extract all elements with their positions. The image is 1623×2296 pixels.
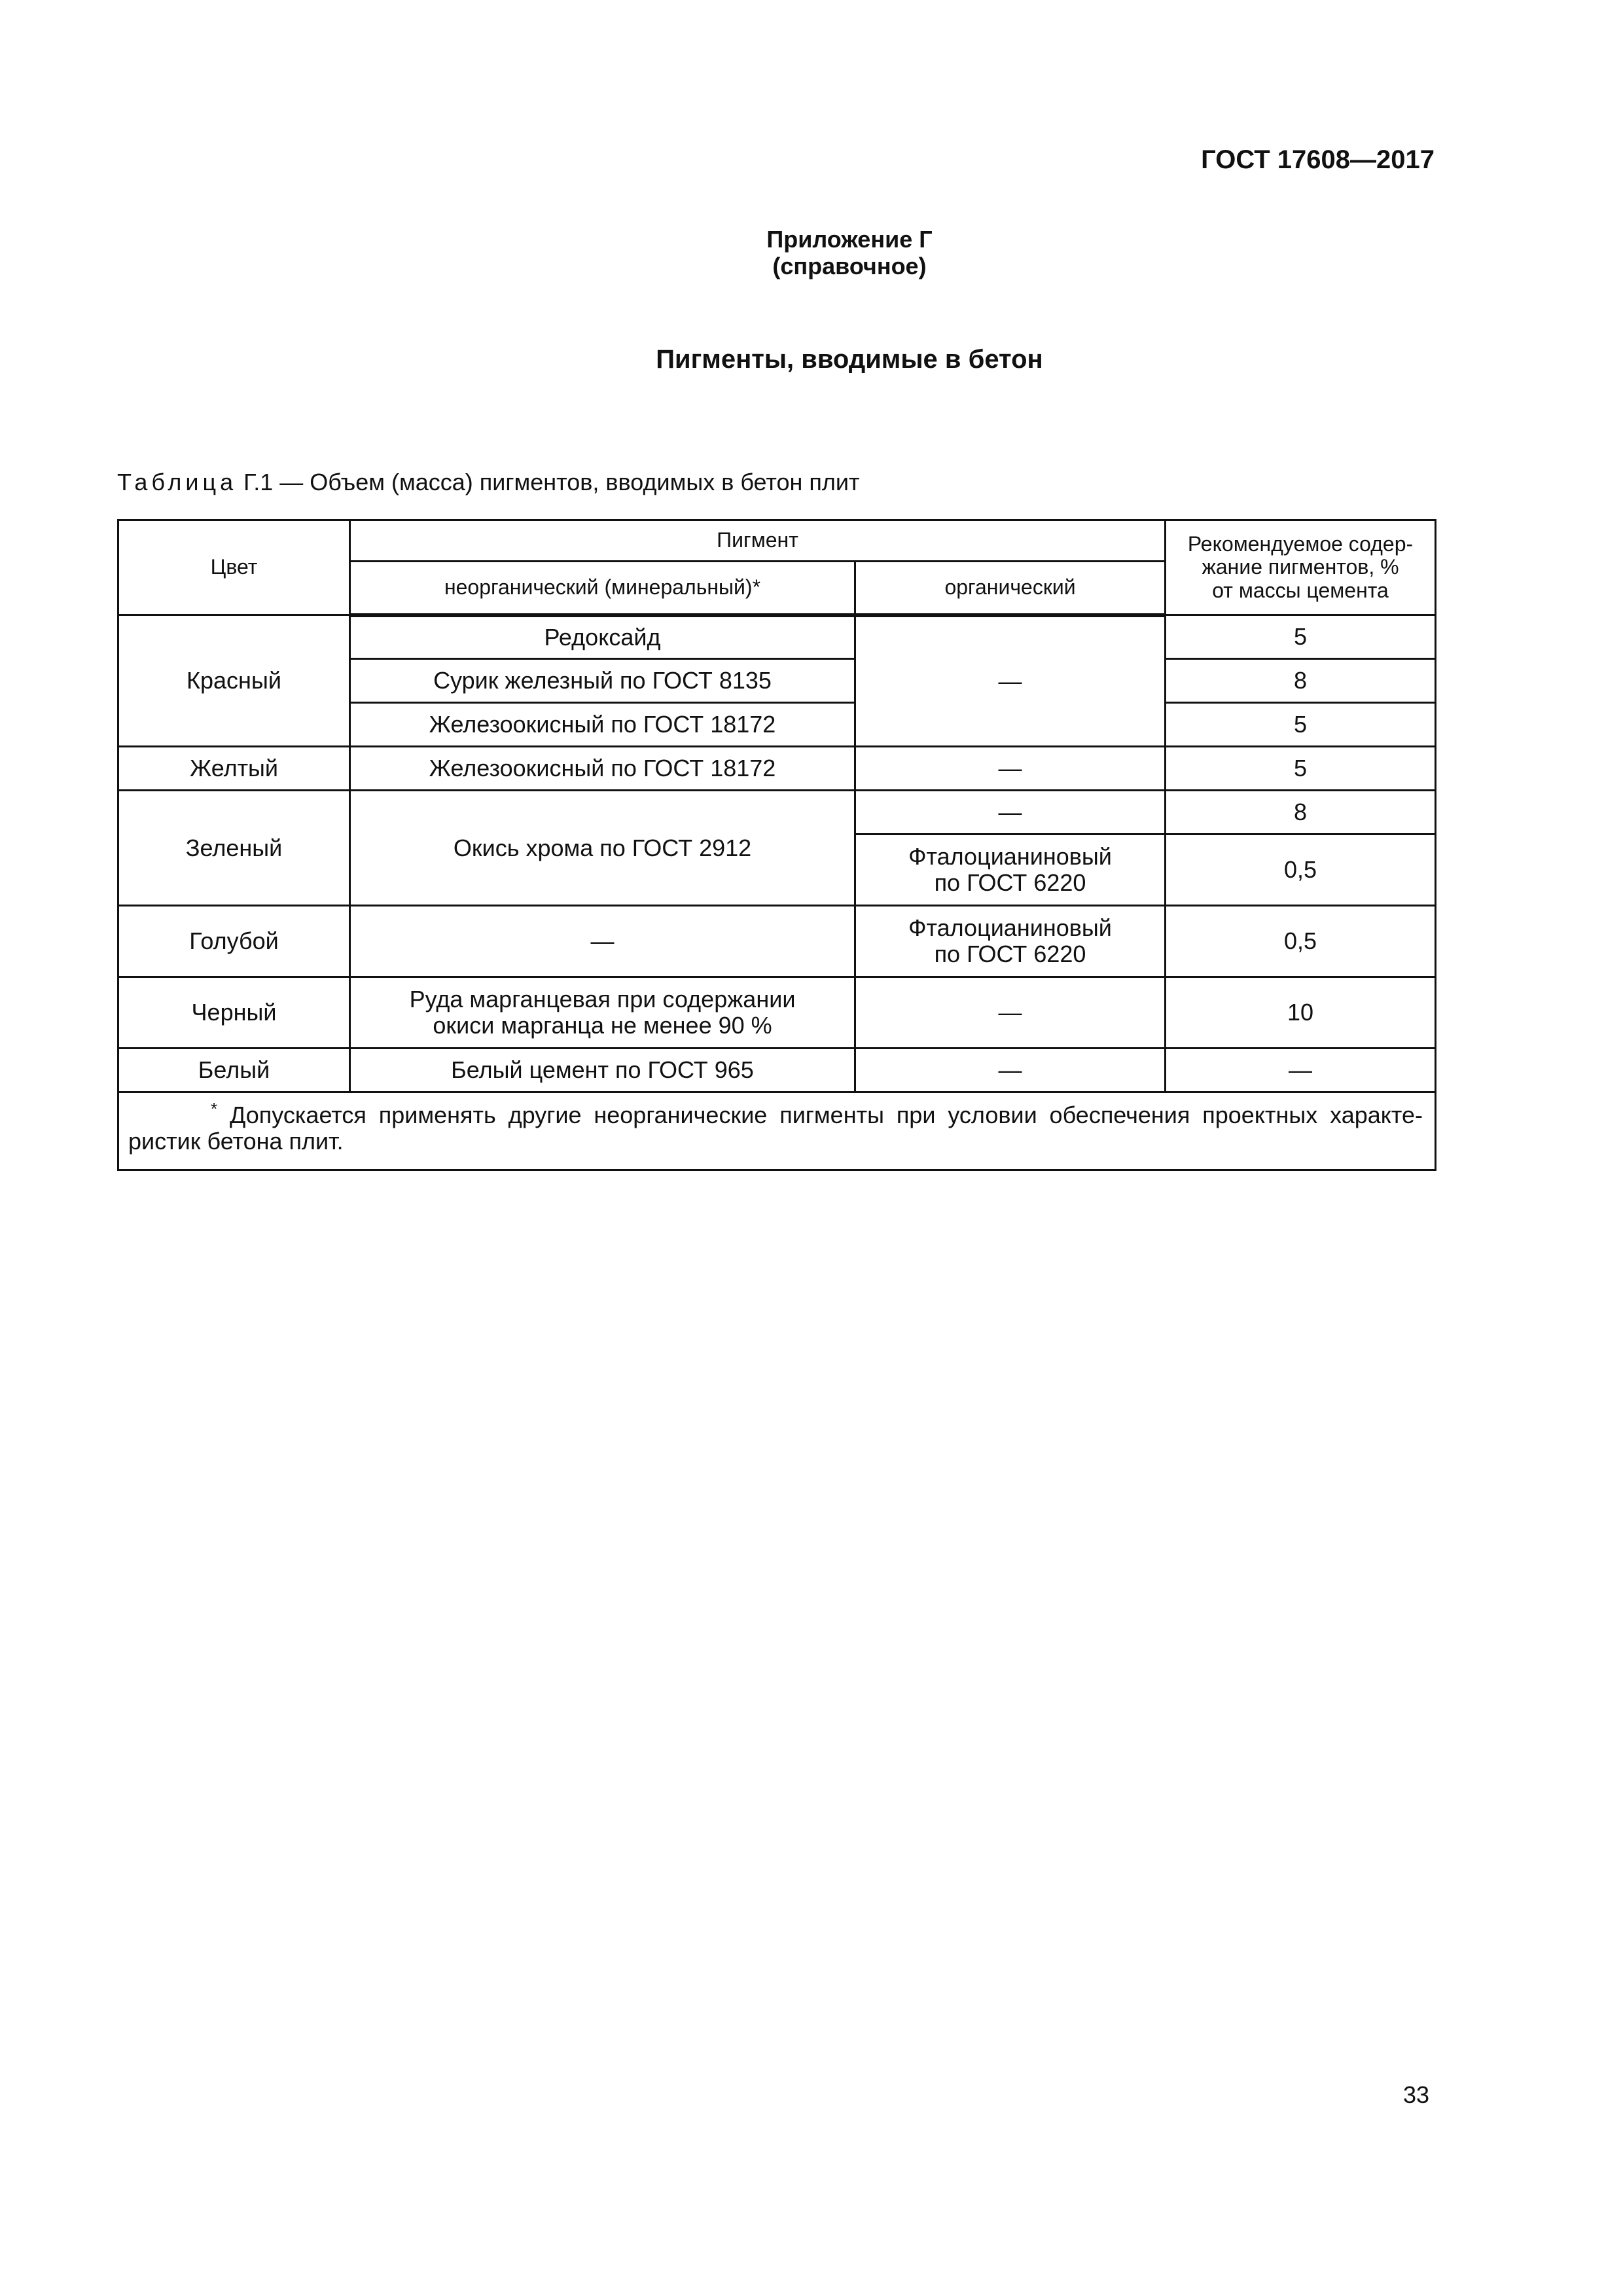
cell-content: 5 <box>1166 615 1436 659</box>
cell-organic: — <box>855 977 1166 1049</box>
footnote-mark: * <box>211 1099 218 1119</box>
cell-organic <box>855 906 1166 977</box>
cell-content: 5 <box>1166 747 1436 791</box>
header-inorganic: неорганический (минеральный)* <box>350 562 855 615</box>
cell-inorganic: Окись хрома по ГОСТ 2912 <box>350 791 855 906</box>
header-recommended-line-1: Рекомендуемое содер- <box>1187 532 1414 556</box>
table-caption-text: Г.1 — Объем (масса) пигментов, вводимых в бетон плит <box>237 469 860 495</box>
organic-line-1: Фталоцианиновый <box>908 843 1112 870</box>
cell-color: Красный <box>118 615 350 747</box>
table-row <box>118 977 1436 1049</box>
cell-organic: — <box>855 615 1166 747</box>
inorganic-line-1: Руда марганцевая при содержании <box>409 986 796 1013</box>
page-title-text: Пигменты, вводимые в бетон <box>656 345 1043 374</box>
header-recommended-line-2: жание пигментов, % <box>1202 555 1399 579</box>
cell-content: — <box>1166 1049 1436 1092</box>
cell-color: Зеленый <box>118 791 350 906</box>
cell-organic <box>855 834 1166 906</box>
header-pigment: Пигмент <box>350 520 1166 562</box>
cell-content: 0,5 <box>1166 834 1436 906</box>
document-number: ГОСТ 17608—2017 <box>1201 145 1435 174</box>
organic-line-2: по ГОСТ 6220 <box>934 941 1086 967</box>
pigments-table <box>117 519 1436 1171</box>
cell-organic: — <box>855 1049 1166 1092</box>
cell-inorganic: Железоокисный по ГОСТ 18172 <box>350 747 855 791</box>
cell-content: 10 <box>1166 977 1436 1049</box>
appendix-heading <box>0 226 1623 280</box>
cell-content: 8 <box>1166 791 1436 834</box>
footnote-text: Допускается применять другие неорганические пигменты при условии обеспечения проектных характе-ристик бетона плит. <box>128 1102 1423 1155</box>
cell-organic: — <box>855 791 1166 834</box>
header-recommended-line-3: от массы цемента <box>1212 578 1389 602</box>
table-header-row <box>118 520 1436 562</box>
cell-color: Голубой <box>118 906 350 977</box>
cell-content: 5 <box>1166 703 1436 747</box>
header-color: Цвет <box>118 520 350 615</box>
cell-color: Черный <box>118 977 350 1049</box>
appendix-title: Приложение Г <box>766 226 933 253</box>
table-row <box>118 615 1436 659</box>
cell-inorganic: Железоокисный по ГОСТ 18172 <box>350 703 855 747</box>
appendix-kind: (справочное) <box>772 253 927 280</box>
table-row <box>118 1049 1436 1092</box>
table-footnote <box>118 1092 1436 1170</box>
cell-inorganic: Редоксайд <box>350 615 855 659</box>
table-caption-prefix: Таблица <box>117 469 238 495</box>
table-footnote-row <box>118 1092 1436 1170</box>
cell-color: Белый <box>118 1049 350 1092</box>
header-recommended-content <box>1166 520 1436 615</box>
organic-line-2: по ГОСТ 6220 <box>934 869 1086 896</box>
cell-inorganic: Белый цемент по ГОСТ 965 <box>350 1049 855 1092</box>
cell-organic: — <box>855 747 1166 791</box>
cell-inorganic: — <box>350 906 855 977</box>
cell-inorganic: Сурик железный по ГОСТ 8135 <box>350 659 855 703</box>
cell-color: Желтый <box>118 747 350 791</box>
cell-inorganic <box>350 977 855 1049</box>
table-caption <box>117 469 859 496</box>
cell-content: 8 <box>1166 659 1436 703</box>
header-organic: органический <box>855 562 1166 615</box>
table-row <box>118 747 1436 791</box>
table-row <box>118 906 1436 977</box>
page-title <box>0 345 1623 374</box>
organic-line-1: Фталоцианиновый <box>908 914 1112 942</box>
table-row <box>118 791 1436 834</box>
inorganic-line-2: окиси марганца не менее 90 % <box>433 1012 772 1039</box>
page-number: 33 <box>1402 2081 1429 2108</box>
cell-content: 0,5 <box>1166 906 1436 977</box>
